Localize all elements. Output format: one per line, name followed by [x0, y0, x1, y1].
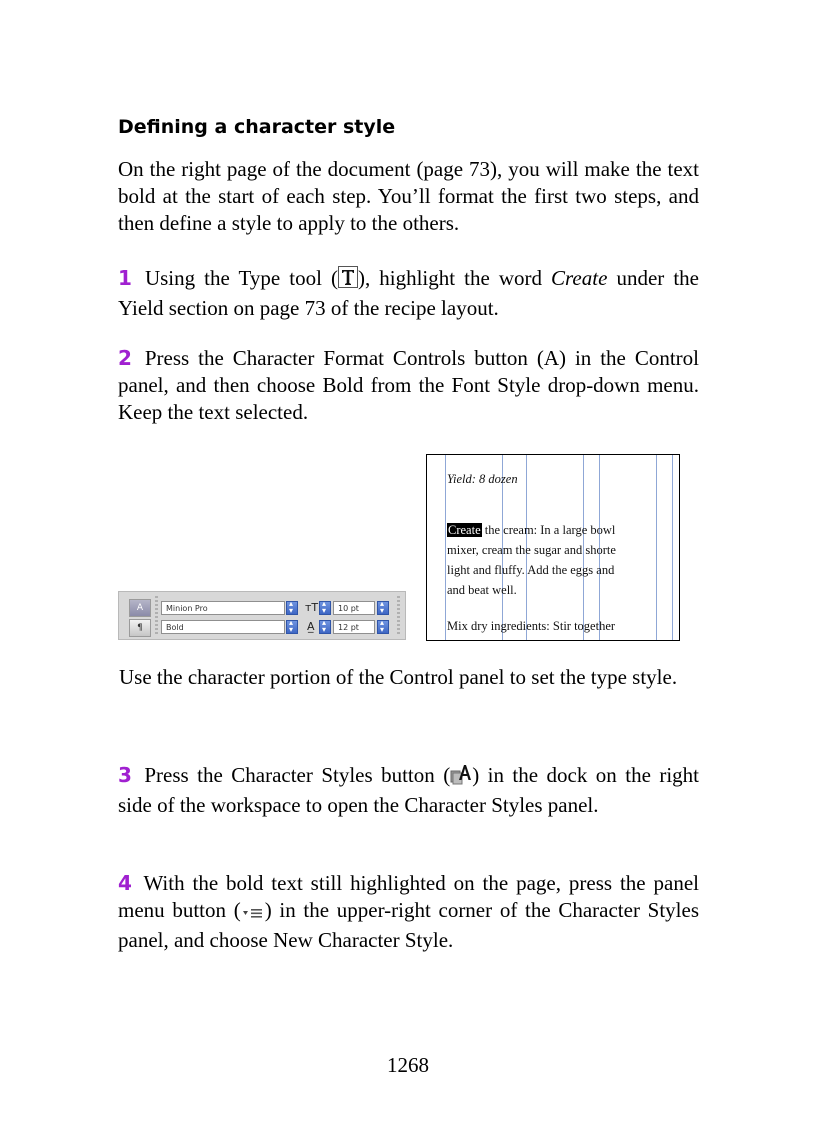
- font-family-dropdown-icon: [286, 601, 298, 615]
- intro-paragraph: On the right page of the document (page 73), you will make the text bold at the start of each step. You’ll format the first two steps, and then define a style to apply to the others.: [118, 157, 699, 235]
- column-guide: [656, 455, 657, 640]
- font-size-dropdown-icon: [377, 601, 389, 615]
- step-number: 1: [118, 266, 132, 290]
- step-text: ) in the dock on the right side of the workspace to open the Character Styles panel.: [118, 763, 700, 817]
- control-panel-screenshot: [118, 591, 406, 640]
- leading-dropdown-icon: [377, 620, 389, 634]
- recipe-text: the cream: In a large bowl: [481, 523, 616, 537]
- step-3: [118, 762, 699, 819]
- yield-line: Yield: 8 dozen: [447, 472, 518, 486]
- step-text-italic: Create: [551, 266, 608, 290]
- step-2: [118, 345, 699, 426]
- step-text: Press the Character Format Controls button (A) in the Control panel, and then choose Bold from the Font Style drop-down menu. Keep the text selected.: [118, 346, 699, 424]
- leading-stepper-icon: [319, 620, 331, 634]
- step-text: Press the Character Styles button (: [144, 763, 451, 787]
- font-style-field: Bold: [161, 620, 285, 634]
- step-text: ), highlight the word: [357, 266, 552, 290]
- column-guide: [672, 455, 673, 640]
- page-number: 1268: [387, 1053, 429, 1077]
- column-guide: [445, 455, 446, 640]
- recipe-line: light and fluffy. Add the eggs and: [447, 563, 615, 577]
- recipe-layout-screenshot: [426, 454, 680, 641]
- step-number: 2: [118, 346, 132, 370]
- font-family-field: Minion Pro: [161, 601, 285, 615]
- leading-icon: A̲: [307, 620, 315, 633]
- step-text: under the Yield section on page 73 of the recipe layout.: [118, 266, 699, 320]
- leading-field: 12 pt: [333, 620, 375, 634]
- step-text: With the bold text still highlighted on the page, press the panel menu button (: [118, 871, 699, 922]
- type-tool-icon: [338, 266, 358, 295]
- paragraph-format-controls-button: ¶: [129, 619, 151, 637]
- panel-separator: [397, 596, 400, 636]
- recipe-line: mixer, cream the sugar and shorte: [447, 543, 616, 557]
- step-1: [118, 265, 699, 322]
- step-text: ) in the upper-right corner of the Character Styles panel, and choose New Character Style.: [118, 898, 699, 952]
- font-size-icon: ᴛT: [305, 601, 319, 614]
- figure-caption: Use the character portion of the Control panel to set the type style.: [119, 665, 678, 689]
- recipe-line: Mix dry ingredients: Stir together: [447, 619, 616, 633]
- step-number: 3: [118, 763, 132, 787]
- step-text: Using the Type tool (: [144, 266, 338, 290]
- highlighted-word: Create: [448, 523, 481, 537]
- font-size-field: 10 pt: [333, 601, 375, 615]
- font-style-dropdown-icon: [286, 620, 298, 634]
- step-number: 4: [118, 871, 132, 895]
- section-heading: Defining a character style: [118, 116, 396, 138]
- panel-separator: [155, 596, 158, 636]
- recipe-line: [447, 523, 615, 538]
- panel-menu-icon: [241, 900, 265, 927]
- recipe-line: and beat well.: [447, 583, 517, 597]
- step-4: [118, 870, 699, 954]
- character-styles-icon: [450, 763, 472, 792]
- font-size-stepper-icon: [319, 601, 331, 615]
- character-format-controls-button: A: [129, 599, 151, 617]
